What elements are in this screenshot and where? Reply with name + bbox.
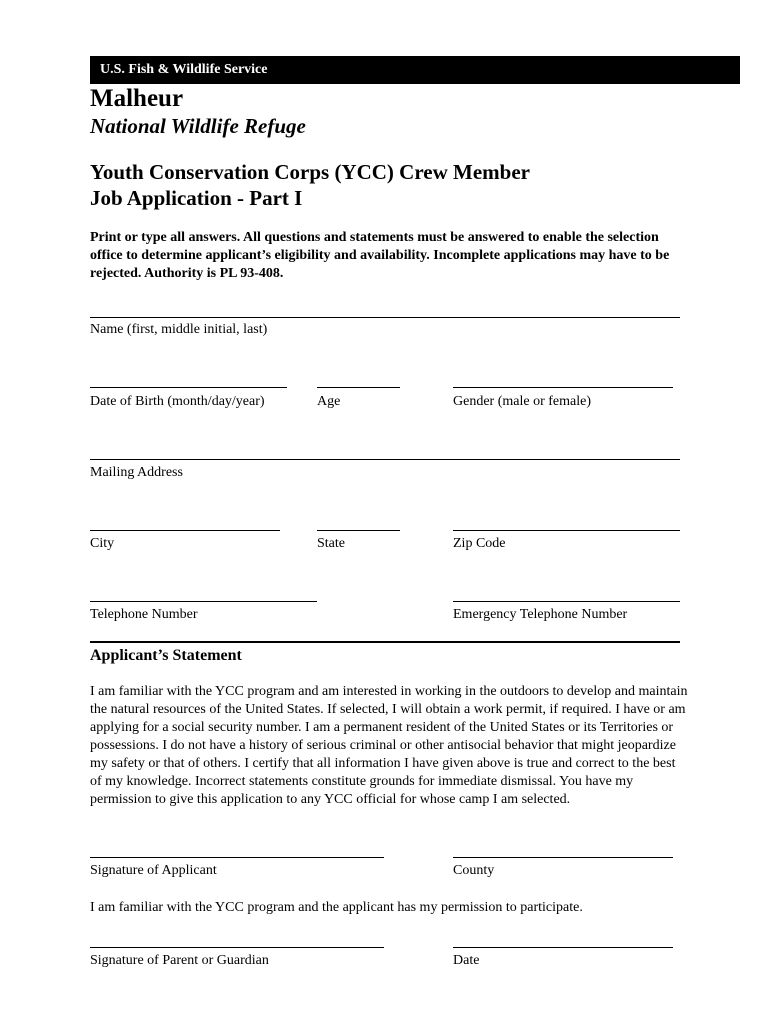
- age-label: Age: [317, 394, 341, 409]
- form-title: [90, 159, 530, 211]
- parent-consent-text: I am familiar with the YCC program and the applicant has my permission to participate.: [90, 900, 583, 915]
- name-field-line[interactable]: [90, 317, 680, 318]
- telephone-field-line[interactable]: [90, 601, 317, 602]
- state-label: State: [317, 536, 345, 551]
- applicant-signature-field-line[interactable]: [90, 857, 384, 858]
- agency-name: U.S. Fish & Wildlife Service: [100, 62, 268, 77]
- gender-field-line[interactable]: [453, 387, 673, 388]
- city-label: City: [90, 536, 115, 551]
- instructions-text: Print or type all answers. All questions and statements must be answered to enable the selection office to determine applicant’s eligibility and availability. Incomplete applications may have to be rejected. Authority is PL 93-408.: [90, 230, 670, 281]
- county-label: County: [453, 863, 495, 878]
- form-title-line2: Job Application - Part I: [90, 186, 303, 210]
- zip-label: Zip Code: [453, 536, 506, 551]
- applicant-signature-label: Signature of Applicant: [90, 863, 217, 878]
- zip-field-line[interactable]: [453, 530, 680, 531]
- telephone-label: Telephone Number: [90, 607, 198, 622]
- state-field-line[interactable]: [317, 530, 400, 531]
- dob-field-line[interactable]: [90, 387, 287, 388]
- form-title-line1: Youth Conservation Corps (YCC) Crew Member: [90, 160, 530, 184]
- city-field-line[interactable]: [90, 530, 280, 531]
- age-field-line[interactable]: [317, 387, 400, 388]
- refuge-subtitle: National Wildlife Refuge: [90, 114, 306, 138]
- refuge-name: Malheur: [90, 85, 184, 112]
- mailing-address-label: Mailing Address: [90, 465, 183, 480]
- emergency-telephone-label: Emergency Telephone Number: [453, 607, 628, 622]
- section-divider: [90, 641, 680, 643]
- statement-heading: Applicant’s Statement: [90, 647, 242, 664]
- county-field-line[interactable]: [453, 857, 673, 858]
- parent-signature-label: Signature of Parent or Guardian: [90, 953, 269, 968]
- gender-label: Gender (male or female): [453, 394, 591, 409]
- date-field-line[interactable]: [453, 947, 673, 948]
- statement-body: I am familiar with the YCC program and am interested in working in the outdoors to develop and maintain the natural resources of the United States. If selected, I will obtain a work permit, if required. I have or am applying for a social security number. I am a permanent resident of the United States or its Territories or possessions. I do not have a history of serious criminal or other antisocial behavior that might jeopardize my safety or that of others. I certify that all information I have given above is true and correct to the best of my knowledge. Incorrect statements constitute grounds for immediate dismissal. You have my permission to give this application to any YCC official for whose camp I am selected.: [90, 684, 688, 807]
- name-label: Name (first, middle initial, last): [90, 322, 268, 337]
- parent-signature-field-line[interactable]: [90, 947, 384, 948]
- emergency-telephone-field-line[interactable]: [453, 601, 680, 602]
- date-label: Date: [453, 953, 480, 968]
- dob-label: Date of Birth (month/day/year): [90, 394, 265, 409]
- mailing-address-field-line[interactable]: [90, 459, 680, 460]
